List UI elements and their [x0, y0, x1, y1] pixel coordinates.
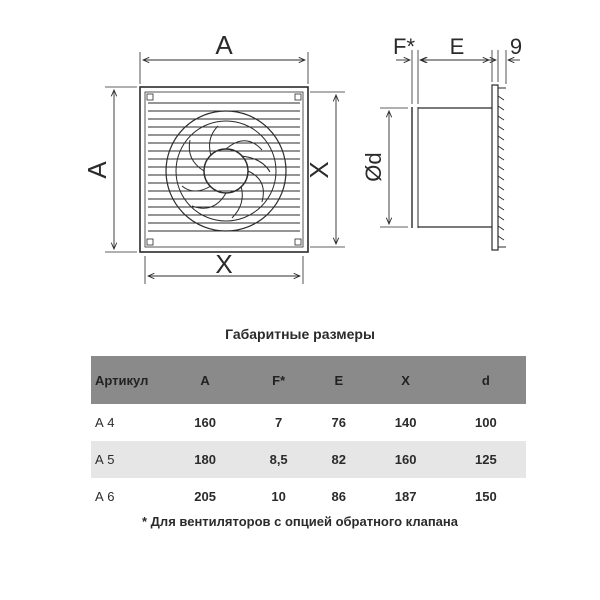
- cell-e: 82: [312, 441, 365, 478]
- cell-d: 150: [475, 489, 497, 504]
- cell-f: 8,5: [245, 441, 312, 478]
- front-label-left: A: [82, 161, 112, 179]
- table-header-row: [91, 356, 526, 404]
- cell-article: А 5: [91, 441, 165, 478]
- table-row: [91, 404, 526, 441]
- cell-e: 76: [331, 415, 347, 430]
- table-row: [91, 478, 526, 515]
- header-a: A: [165, 356, 245, 404]
- cell-e: 86: [331, 489, 347, 504]
- cell-x: 160: [366, 441, 446, 478]
- side-label-f: F*: [393, 34, 415, 59]
- header-x: X: [366, 356, 446, 404]
- side-label-t: 9: [509, 34, 523, 59]
- cell-article: А 6: [95, 489, 115, 504]
- cell-f: 7: [275, 415, 283, 430]
- side-label-e: E: [449, 34, 465, 59]
- cell-article: А 4: [95, 415, 115, 430]
- cell-a: 205: [194, 489, 216, 504]
- table-title: Габаритные размеры: [225, 326, 375, 342]
- front-label-right: X: [304, 161, 334, 179]
- side-label-d: Ød: [361, 152, 386, 182]
- dimensions-table: [91, 356, 526, 515]
- header-f: F*: [245, 356, 312, 404]
- cell-d: 125: [446, 441, 526, 478]
- footnote: * Для вентиляторов с опцией обратного клапана: [142, 514, 458, 529]
- cell-a: 160: [194, 415, 216, 430]
- grille-profile-teeth: [498, 96, 504, 240]
- cell-d: 100: [475, 415, 497, 430]
- table-row: [91, 441, 526, 478]
- header-e: E: [312, 356, 365, 404]
- side-view: [380, 50, 520, 250]
- header-article: Артикул: [91, 356, 165, 404]
- front-label-top: A: [215, 30, 233, 60]
- cell-a: 180: [165, 441, 245, 478]
- cell-f: 10: [271, 489, 286, 504]
- cell-x: 187: [394, 489, 417, 504]
- impeller-blades: [182, 126, 270, 218]
- front-label-bottom: X: [215, 249, 233, 279]
- grille-slats: [148, 103, 300, 231]
- header-d: d: [446, 356, 526, 404]
- cell-x: 140: [394, 415, 417, 430]
